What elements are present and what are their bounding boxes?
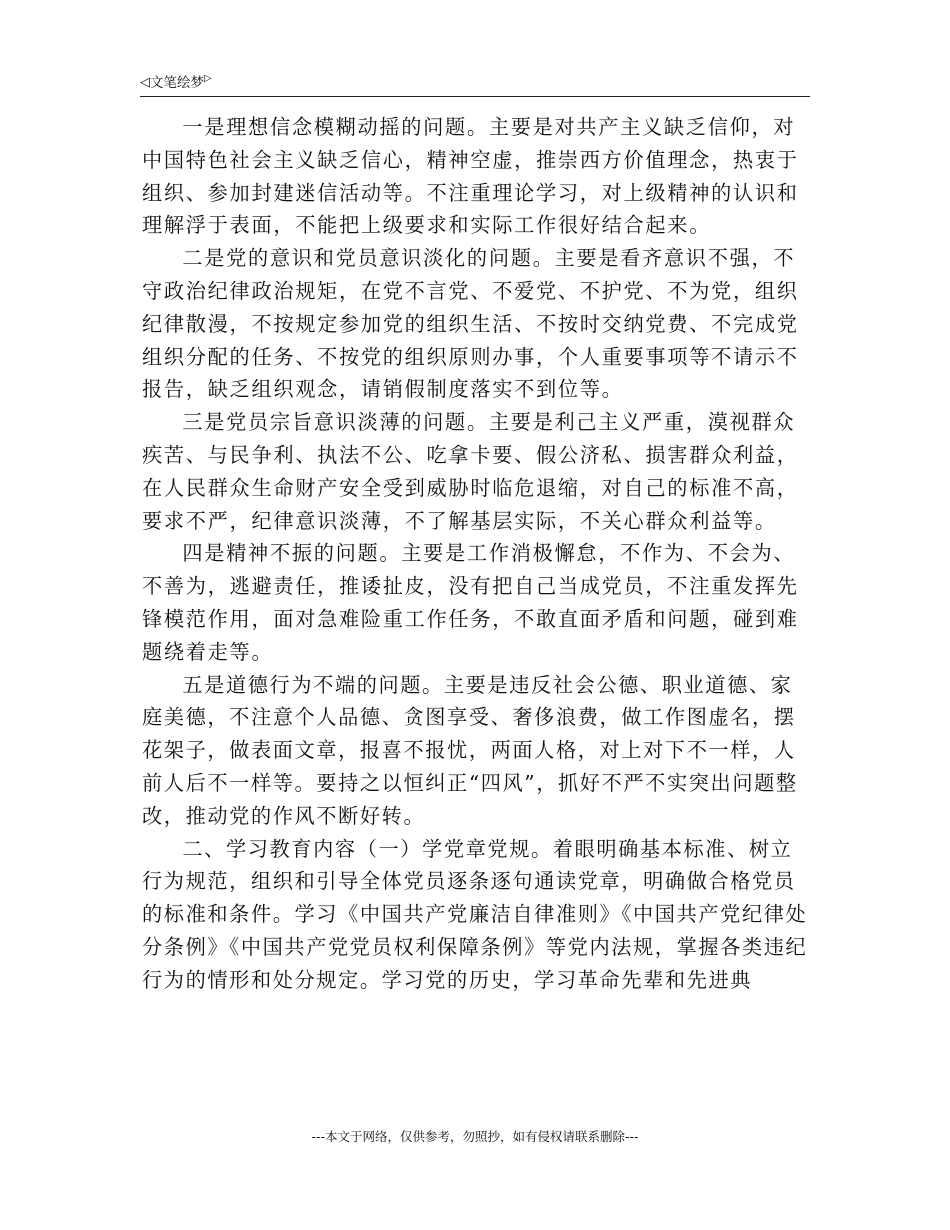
paragraph-5: 五是道德行为不端的问题。主要是违反社会公德、职业道德、家庭美德，不注意个人品德、贪图享受、奢侈浪费，做工作图虚名，摆花架子，做表面文章，报喜不报忧，两面人格，对上对下不一样，人前人后不一样等。要持之以恒纠正“四风”，抓好不严不实突出问题整改，推动党的作风不断好转。 <box>142 672 798 828</box>
triangle-left-icon: ◁ <box>140 75 150 90</box>
document-body <box>142 111 808 997</box>
paragraph-2: 二是党的意识和党员意识淡化的问题。主要是看齐意识不强，不守政治纪律政治规矩，在党不言党、不爱党、不护党、不为党，组织纪律散漫，不按规定参加党的组织生活、不按时交纳党费、不完成党组织分配的任务、不按党的组织原则办事，个人重要事项等不请示不报告，缺乏组织观念，请销假制度落实不到位等。 <box>142 246 799 402</box>
brand-name: 文笔绘梦 <box>150 75 204 91</box>
header-brand <box>140 74 212 92</box>
triangle-right-icon: ▷ <box>204 73 212 84</box>
paragraph-3: 三是党员宗旨意识淡薄的问题。主要是利己主义严重，漠视群众疾苦、与民争利、执法不公、吃拿卡要、假公济私、损害群众利益，在人民群众生命财产安全受到威胁时临危退缩，对自己的标准不高，要求不严，纪律意识淡薄，不了解基层实际，不关心群众利益等。 <box>142 410 799 533</box>
page-header <box>140 74 810 97</box>
paragraph-1: 一是理想信念模糊动摇的问题。主要是对共产主义缺乏信仰，对中国特色社会主义缺乏信心，精神空虚，推崇西方价值理念，热衷于组织、参加封建迷信活动等。不注重理论学习，对上级精神的认识和理解浮于表面，不能把上级要求和实际工作很好结合起来。 <box>142 115 799 238</box>
paragraph-4: 四是精神不振的问题。主要是工作消极懈怠，不作为、不会为、不善为，逃避责任，推诿扯皮，没有把自己当成党员，不注重发挥先锋模范作用，面对急难险重工作任务，不敢直面矛盾和问题，碰到难题绕着走等。 <box>142 541 799 664</box>
paragraph-6: 二、学习教育内容（一）学党章党规。着眼明确基本标准、树立行为规范，组织和引导全体党员逐条逐句通读党章，明确做合格党员的标准和条件。学习《中国共产党廉洁自律准则》《中国共产党纪律处分条例》《中国共产党党员权利保障条例》等党内法规，掌握各类违纪行为的情形和处分规定。学习党的历史，学习革命先辈和先进典 <box>142 836 808 992</box>
footer-disclaimer: ---本文于网络，仅供参考，勿照抄，如有侵权请联系删除--- <box>311 1129 639 1144</box>
